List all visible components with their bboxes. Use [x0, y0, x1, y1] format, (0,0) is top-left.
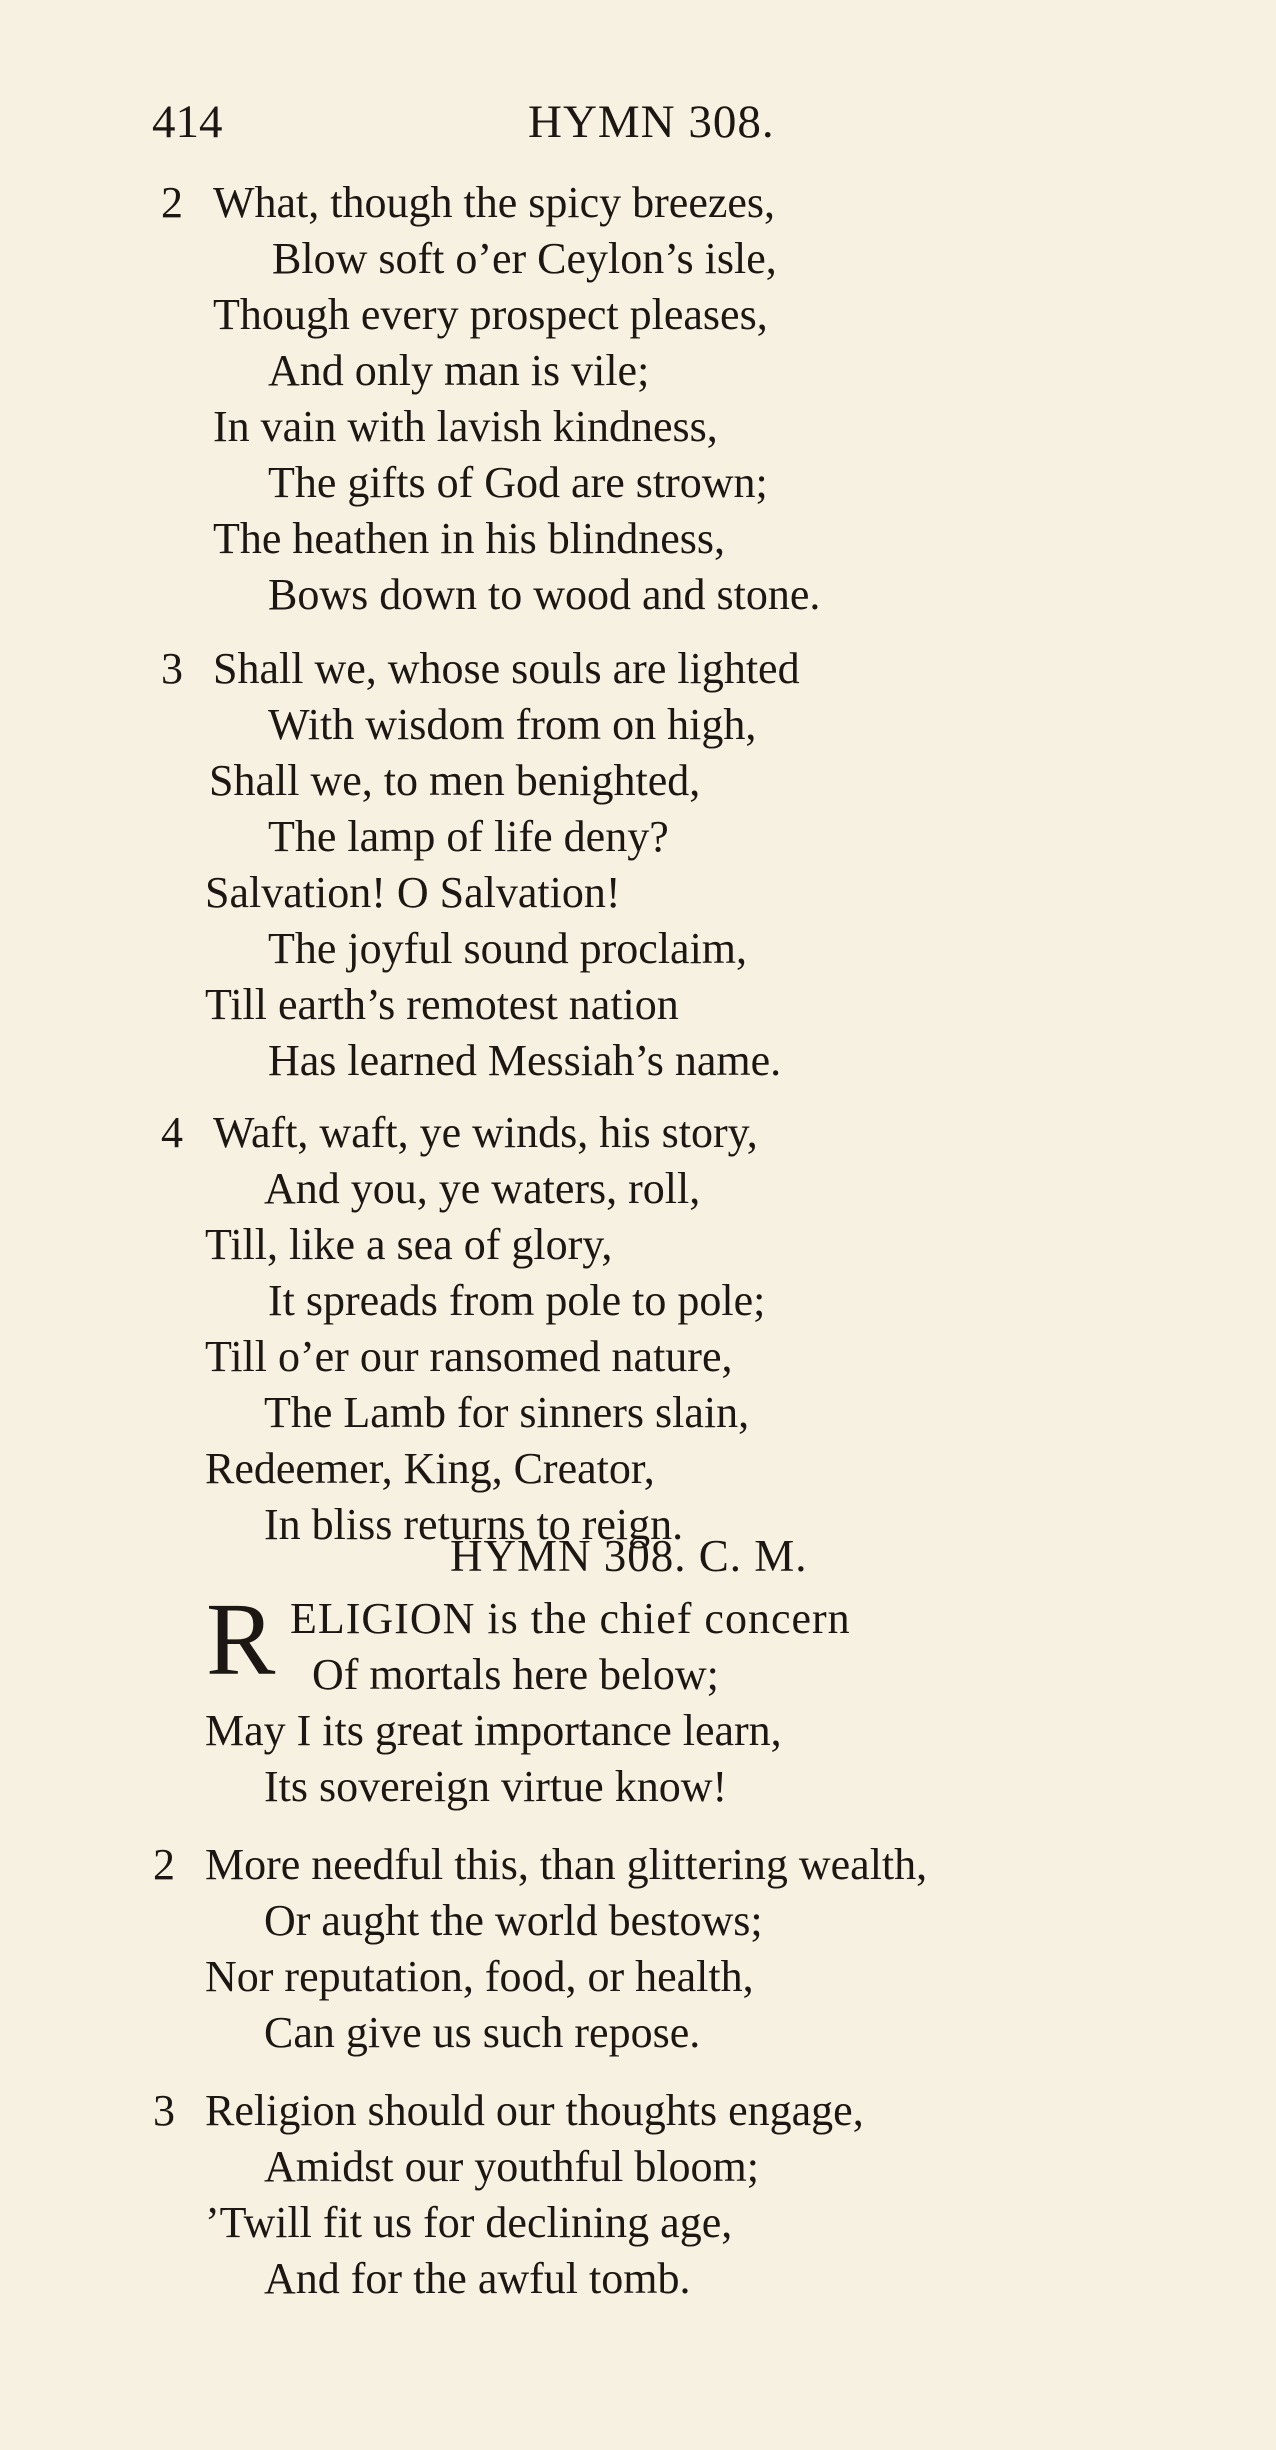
page-header: [152, 92, 1032, 152]
stanza-line: [153, 1838, 928, 1892]
stanza-number: 4: [161, 1108, 183, 1157]
stanza-line: Nor reputation, food, or health,: [205, 1952, 754, 2001]
stanza-line: [161, 1106, 758, 1160]
stanza-line: Of mortals here below;: [312, 1650, 719, 1699]
stanza-line: Shall we, to men benighted,: [209, 756, 701, 805]
stanza-line: Or aught the world bestows;: [264, 1896, 763, 1945]
stanza-line: Amidst our youthful bloom;: [264, 2142, 759, 2191]
stanza-line: The lamp of life deny?: [268, 812, 669, 861]
stanza-line-text: What, though the spicy breezes,: [213, 178, 776, 227]
stanza-line: The Lamb for sinners slain,: [264, 1388, 750, 1437]
drop-cap-letter: R: [206, 1582, 276, 1697]
stanza-line: The heathen in his blindness,: [213, 514, 726, 563]
stanza-line: Redeemer, King, Creator,: [205, 1444, 655, 1493]
stanza-line: The gifts of God are strown;: [268, 458, 768, 507]
stanza-number: 3: [153, 2086, 175, 2135]
stanza-first-line: ELIGION is the chief concern: [290, 1594, 851, 1643]
stanza-line-text: Waft, waft, ye winds, his story,: [213, 1108, 758, 1157]
stanza-line-text: More needful this, than glittering wealth,: [205, 1840, 928, 1889]
stanza-number: 2: [153, 1840, 175, 1889]
stanza-line: [161, 176, 776, 230]
stanza-line: Its sovereign virtue know!: [264, 1762, 728, 1811]
stanza-line: And only man is vile;: [268, 346, 650, 395]
stanza-line: [153, 2084, 864, 2138]
stanza-line: In vain with lavish kindness,: [213, 402, 718, 451]
running-title: HYMN 308.: [528, 96, 775, 148]
stanza-line: Till, like a sea of glory,: [205, 1220, 613, 1269]
stanza-line: Can give us such repose.: [264, 2008, 701, 2057]
stanza-number: 2: [161, 178, 183, 227]
stanza-line: Till o’er our ransomed nature,: [205, 1332, 733, 1381]
stanza-line: The joyful sound proclaim,: [268, 924, 748, 973]
stanza-line: Salvation! O Salvation!: [205, 868, 621, 917]
stanza-line: Though every prospect pleases,: [213, 290, 768, 339]
stanza-line: Bows down to wood and stone.: [268, 570, 821, 619]
hymn-heading: HYMN 308. C. M.: [450, 1531, 808, 1581]
stanza-number: 3: [161, 644, 183, 693]
stanza-line: ’Twill fit us for declining age,: [205, 2198, 733, 2247]
stanza-line: And for the awful tomb.: [264, 2254, 691, 2303]
stanza-line: May I its great importance learn,: [205, 1706, 782, 1755]
stanza-line: And you, ye waters, roll,: [264, 1164, 701, 1213]
stanza-line-text: Religion should our thoughts engage,: [205, 2086, 864, 2135]
stanza-line: With wisdom from on high,: [268, 700, 757, 749]
stanza-line: Has learned Messiah’s name.: [268, 1036, 782, 1085]
page-number: 414: [152, 96, 223, 148]
stanza-line: It spreads from pole to pole;: [268, 1276, 766, 1325]
stanza-line: Till earth’s remotest nation: [205, 980, 679, 1029]
stanza-line: [161, 642, 800, 696]
stanza-line-text: Shall we, whose souls are lighted: [213, 644, 800, 693]
stanza-line: In bliss returns to reign.: [264, 1500, 684, 1549]
stanza-line: Blow soft o’er Ceylon’s isle,: [272, 234, 777, 283]
